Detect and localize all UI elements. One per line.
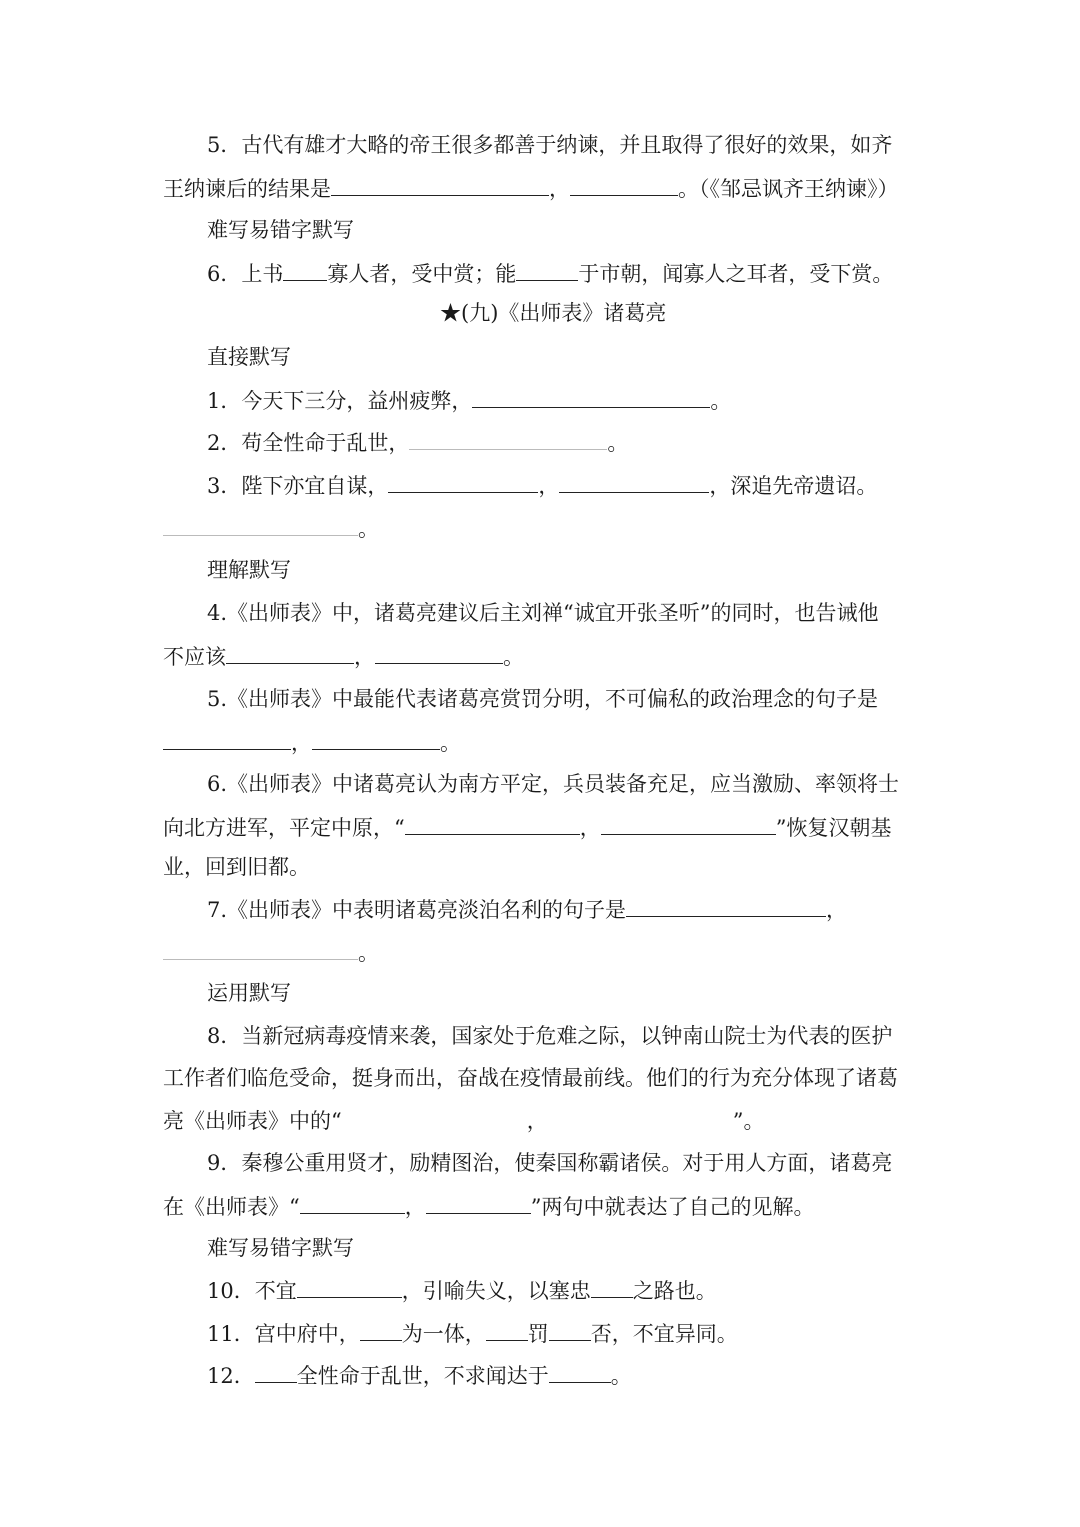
answer-blank[interactable] — [163, 937, 358, 960]
direct-q3-line1: 3．陛下亦宜自谋， ， ，深追先帝遗诏。 — [207, 470, 877, 501]
section-heading-direct: 直接默写 — [207, 345, 291, 369]
answer-blank[interactable] — [300, 1191, 405, 1214]
section-heading-apply: 运用默写 — [207, 981, 291, 1005]
understand-q7-line2: 。 — [163, 937, 379, 968]
answer-blank[interactable] — [283, 258, 327, 281]
understand-q6-line3: 业，回到旧都。 — [163, 855, 310, 879]
answer-blank[interactable] — [601, 812, 776, 835]
section-heading-hard-prev: 难写易错字默写 — [207, 218, 354, 242]
answer-blank[interactable] — [163, 513, 358, 536]
understand-q6-line2: 向北方进军，平定中原，“ ， ”恢复汉朝基 — [163, 812, 892, 843]
answer-blank[interactable] — [591, 1275, 633, 1298]
answer-blank[interactable] — [388, 470, 538, 493]
answer-blank[interactable] — [255, 1360, 297, 1383]
apply-q8-line3: 亮《出师表》中的“ ， ”。 — [163, 1109, 765, 1133]
lesson-title: ★(九)《出师表》诸葛亮 — [440, 301, 667, 325]
answer-blank[interactable] — [312, 727, 440, 750]
answer-blank[interactable] — [163, 727, 291, 750]
understand-q4-line2: 不应该 ， 。 — [163, 641, 524, 672]
prev-q5-line2: 王纳谏后的结果是 ， 。（《邹忌讽齐王纳谏》） — [163, 173, 899, 204]
understand-q5-line2: ， 。 — [163, 727, 461, 758]
understand-q6-line1: 6.《出师表》中诸葛亮认为南方平定，兵员装备充足，应当激励、率领将士 — [207, 772, 900, 796]
understand-q4-line1: 4.《出师表》中，诸葛亮建议后主刘禅“诚宜开张圣听”的同时，也告诫他 — [207, 601, 879, 625]
understand-q7-line1: 7.《出师表》中表明诸葛亮淡泊名利的句子是 ， — [207, 894, 847, 925]
prev-q6-line: 6．上书 寡人者，受中赏；能 于市朝，闻寡人之耳者，受下赏。 — [207, 258, 893, 289]
answer-blank[interactable] — [559, 470, 709, 493]
hard-q10: 10．不宜 ，引喻失义，以塞忠 之路也。 — [207, 1275, 717, 1306]
apply-q8-line1: 8．当新冠病毒疫情来袭，国家处于危难之际，以钟南山院士为代表的医护 — [207, 1024, 893, 1048]
section-heading-hard: 难写易错字默写 — [207, 1236, 354, 1260]
hard-q11: 11．宫中府中， 为一体， 罚 否，不宜异同。 — [207, 1318, 738, 1349]
answer-blank[interactable] — [331, 173, 549, 196]
direct-q3-line2: 。 — [163, 513, 379, 544]
answer-blank[interactable] — [486, 1318, 528, 1341]
apply-q9-line1: 9．秦穆公重用贤才，励精图治，使秦国称霸诸侯。对于用人方面，诸葛亮 — [207, 1151, 893, 1175]
understand-q5-line1: 5.《出师表》中最能代表诸葛亮赏罚分明，不可偏私的政治理念的句子是 — [207, 687, 879, 711]
prev-q5-line1: 5．古代有雄才大略的帝王很多都善于纳谏，并且取得了很好的效果，如齐 — [207, 133, 893, 157]
answer-blank[interactable] — [360, 1318, 402, 1341]
answer-blank[interactable] — [226, 641, 354, 664]
answer-blank[interactable] — [297, 1275, 402, 1298]
answer-blank[interactable] — [516, 258, 578, 281]
apply-q9-line2: 在《出师表》“ ， ”两句中就表达了自己的见解。 — [163, 1191, 815, 1222]
apply-q8-line2: 工作者们临危受命，挺身而出，奋战在疫情最前线。他们的行为充分体现了诸葛 — [163, 1066, 898, 1090]
answer-blank[interactable] — [405, 812, 580, 835]
answer-blank[interactable] — [409, 427, 607, 450]
direct-q2: 2．苟全性命于乱世， 。 — [207, 427, 628, 458]
hard-q12: 12． 全性命于乱世，不求闻达于 。 — [207, 1360, 632, 1391]
answer-blank[interactable] — [570, 173, 678, 196]
answer-blank[interactable] — [626, 894, 826, 917]
answer-blank[interactable] — [472, 385, 710, 408]
answer-blank[interactable] — [375, 641, 503, 664]
answer-blank[interactable] — [426, 1191, 531, 1214]
direct-q1: 1．今天下三分，益州疲弊， 。 — [207, 385, 731, 416]
answer-blank[interactable] — [549, 1360, 611, 1383]
answer-blank[interactable] — [549, 1318, 591, 1341]
section-heading-understand: 理解默写 — [207, 558, 291, 582]
